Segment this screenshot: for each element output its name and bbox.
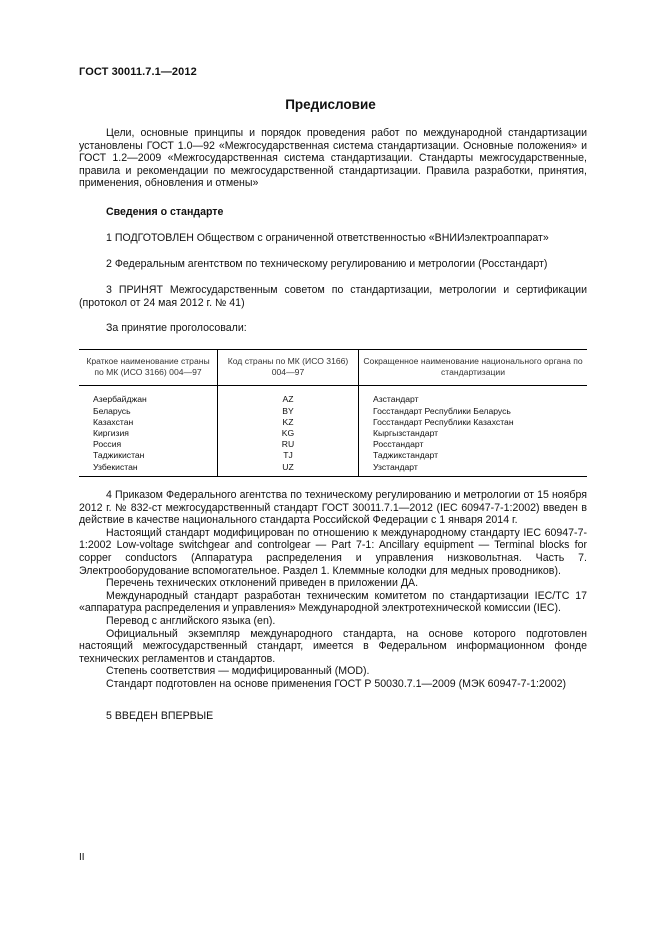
body-cell: Узстандарт [359, 462, 588, 477]
item-4-deviations-paragraph: Перечень технических отклонений приведен в приложении ДА. [106, 577, 419, 590]
item-3-adopted: 3 ПРИНЯТ Межгосударственным советом по стандартизации, метрологии и сертификации (протокол от 24 мая 2012 г. № 41) [79, 284, 587, 309]
item-4-official-copy-paragraph: Официальный экземпляр международного стандарта, на основе которого подготовлен настоящий межгосударственный стандарт, имеется в Федеральном информационном фонде технических регламентов и стандартов. [79, 627, 587, 665]
column-header-country: Краткое наименование страны по МК (ИСО 3166) 004—97 [79, 350, 218, 386]
body-cell: Росстандарт [359, 439, 588, 450]
body-cell: Госстандарт Республики Казахстан [359, 417, 588, 428]
body-cell: Кыргызстандарт [359, 428, 588, 439]
code-cell: KG [218, 428, 359, 439]
table-row [79, 406, 587, 417]
code-cell: BY [218, 406, 359, 417]
item-4-basis-paragraph: Стандарт подготовлен на основе применения ГОСТ Р 50030.7.1—2009 (МЭК 60947-7-1:2002) [106, 677, 567, 690]
code-cell: UZ [218, 462, 359, 477]
document-code-header: ГОСТ 30011.7.1—2012 [79, 66, 197, 78]
column-header-body: Сокращенное наименование национального органа по стандартизации [359, 350, 588, 386]
code-cell: TJ [218, 450, 359, 461]
country-cell: Беларусь [79, 406, 218, 417]
page-number: II [79, 852, 85, 863]
table-header-row [79, 350, 587, 386]
item-4-modification-paragraph: Настоящий стандарт модифицирован по отношению к международному стандарту IEC 60947-7-1:2002 Low-voltage switchgear and controlgear — Part 7-1: Ancillary equipment — Terminal blocks for copper conductors (Аппаратура распределения и управления низковольтная. Часть 7. Электрооборудование вспомогательное. Раздел 1. Клеммные колодки для медных проводников). [79, 526, 587, 577]
code-cell: AZ [218, 386, 359, 406]
item-4-order-paragraph: 4 Приказом Федерального агентства по техническому регулированию и метрологии от 15 ноября 2012 г. № 832-ст межгосударственный стандарт ГОСТ 30011.7.1—2012 (IEC 60947-7-1:2002) введен в действие в качестве национального стандарта Российской Федерации с 1 января 2014 г. [79, 489, 587, 527]
table-row [79, 462, 587, 477]
item-1-prepared: 1 ПОДГОТОВЛЕН Обществом с ограниченной ответственностью «ВНИИэлектроаппарат» [106, 232, 549, 244]
item-4-block [79, 489, 587, 691]
country-cell: Киргизия [79, 428, 218, 439]
country-cell: Таджикистан [79, 450, 218, 461]
table-row [79, 450, 587, 461]
page-title: Предисловие [285, 97, 376, 112]
body-cell: Азстандарт [359, 386, 588, 406]
item-4-conformity-paragraph: Степень соответствия — модифицированный (MOD). [106, 665, 370, 678]
table-row [79, 428, 587, 439]
item-5-introduced: 5 ВВЕДЕН ВПЕРВЫЕ [106, 710, 214, 722]
body-cell: Таджикстандарт [359, 450, 588, 461]
code-cell: KZ [218, 417, 359, 428]
column-header-code: Код страны по МК (ИСО 3166) 004—97 [218, 350, 359, 386]
country-cell: Азербайджан [79, 386, 218, 406]
country-cell: Казахстан [79, 417, 218, 428]
country-cell: Россия [79, 439, 218, 450]
body-cell: Госстандарт Республики Беларусь [359, 406, 588, 417]
table-row [79, 417, 587, 428]
voting-table [79, 349, 587, 477]
table-row [79, 439, 587, 450]
item-2-agency: 2 Федеральным агентством по техническому регулированию и метрологии (Росстандарт) [106, 258, 548, 270]
item-4-committee-paragraph: Международный стандарт разработан техническим комитетом по стандартизации IEC/TC 17 «аппаратура распределения и управления» Международной электротехнической комиссии (IEC). [79, 589, 587, 615]
country-cell: Узбекистан [79, 462, 218, 477]
section-title: Сведения о стандарте [106, 206, 224, 218]
table-row [79, 386, 587, 406]
intro-paragraph: Цели, основные принципы и порядок проведения работ по международной стандартизации установлены ГОСТ 1.0—92 «Межгосударственная система стандартизации. Основные положения» и ГОСТ 1.2—2009 «Межгосударственная система стандартизации. Стандарты межгосударственные, правила и рекомендации по межгосударственной стандартизации. Правила разработки, принятия, применения, обновления и отмены» [79, 127, 587, 190]
item-4-translation-paragraph: Перевод с английского языка (en). [106, 614, 276, 627]
code-cell: RU [218, 439, 359, 450]
voted-label: За принятие проголосовали: [106, 322, 247, 334]
